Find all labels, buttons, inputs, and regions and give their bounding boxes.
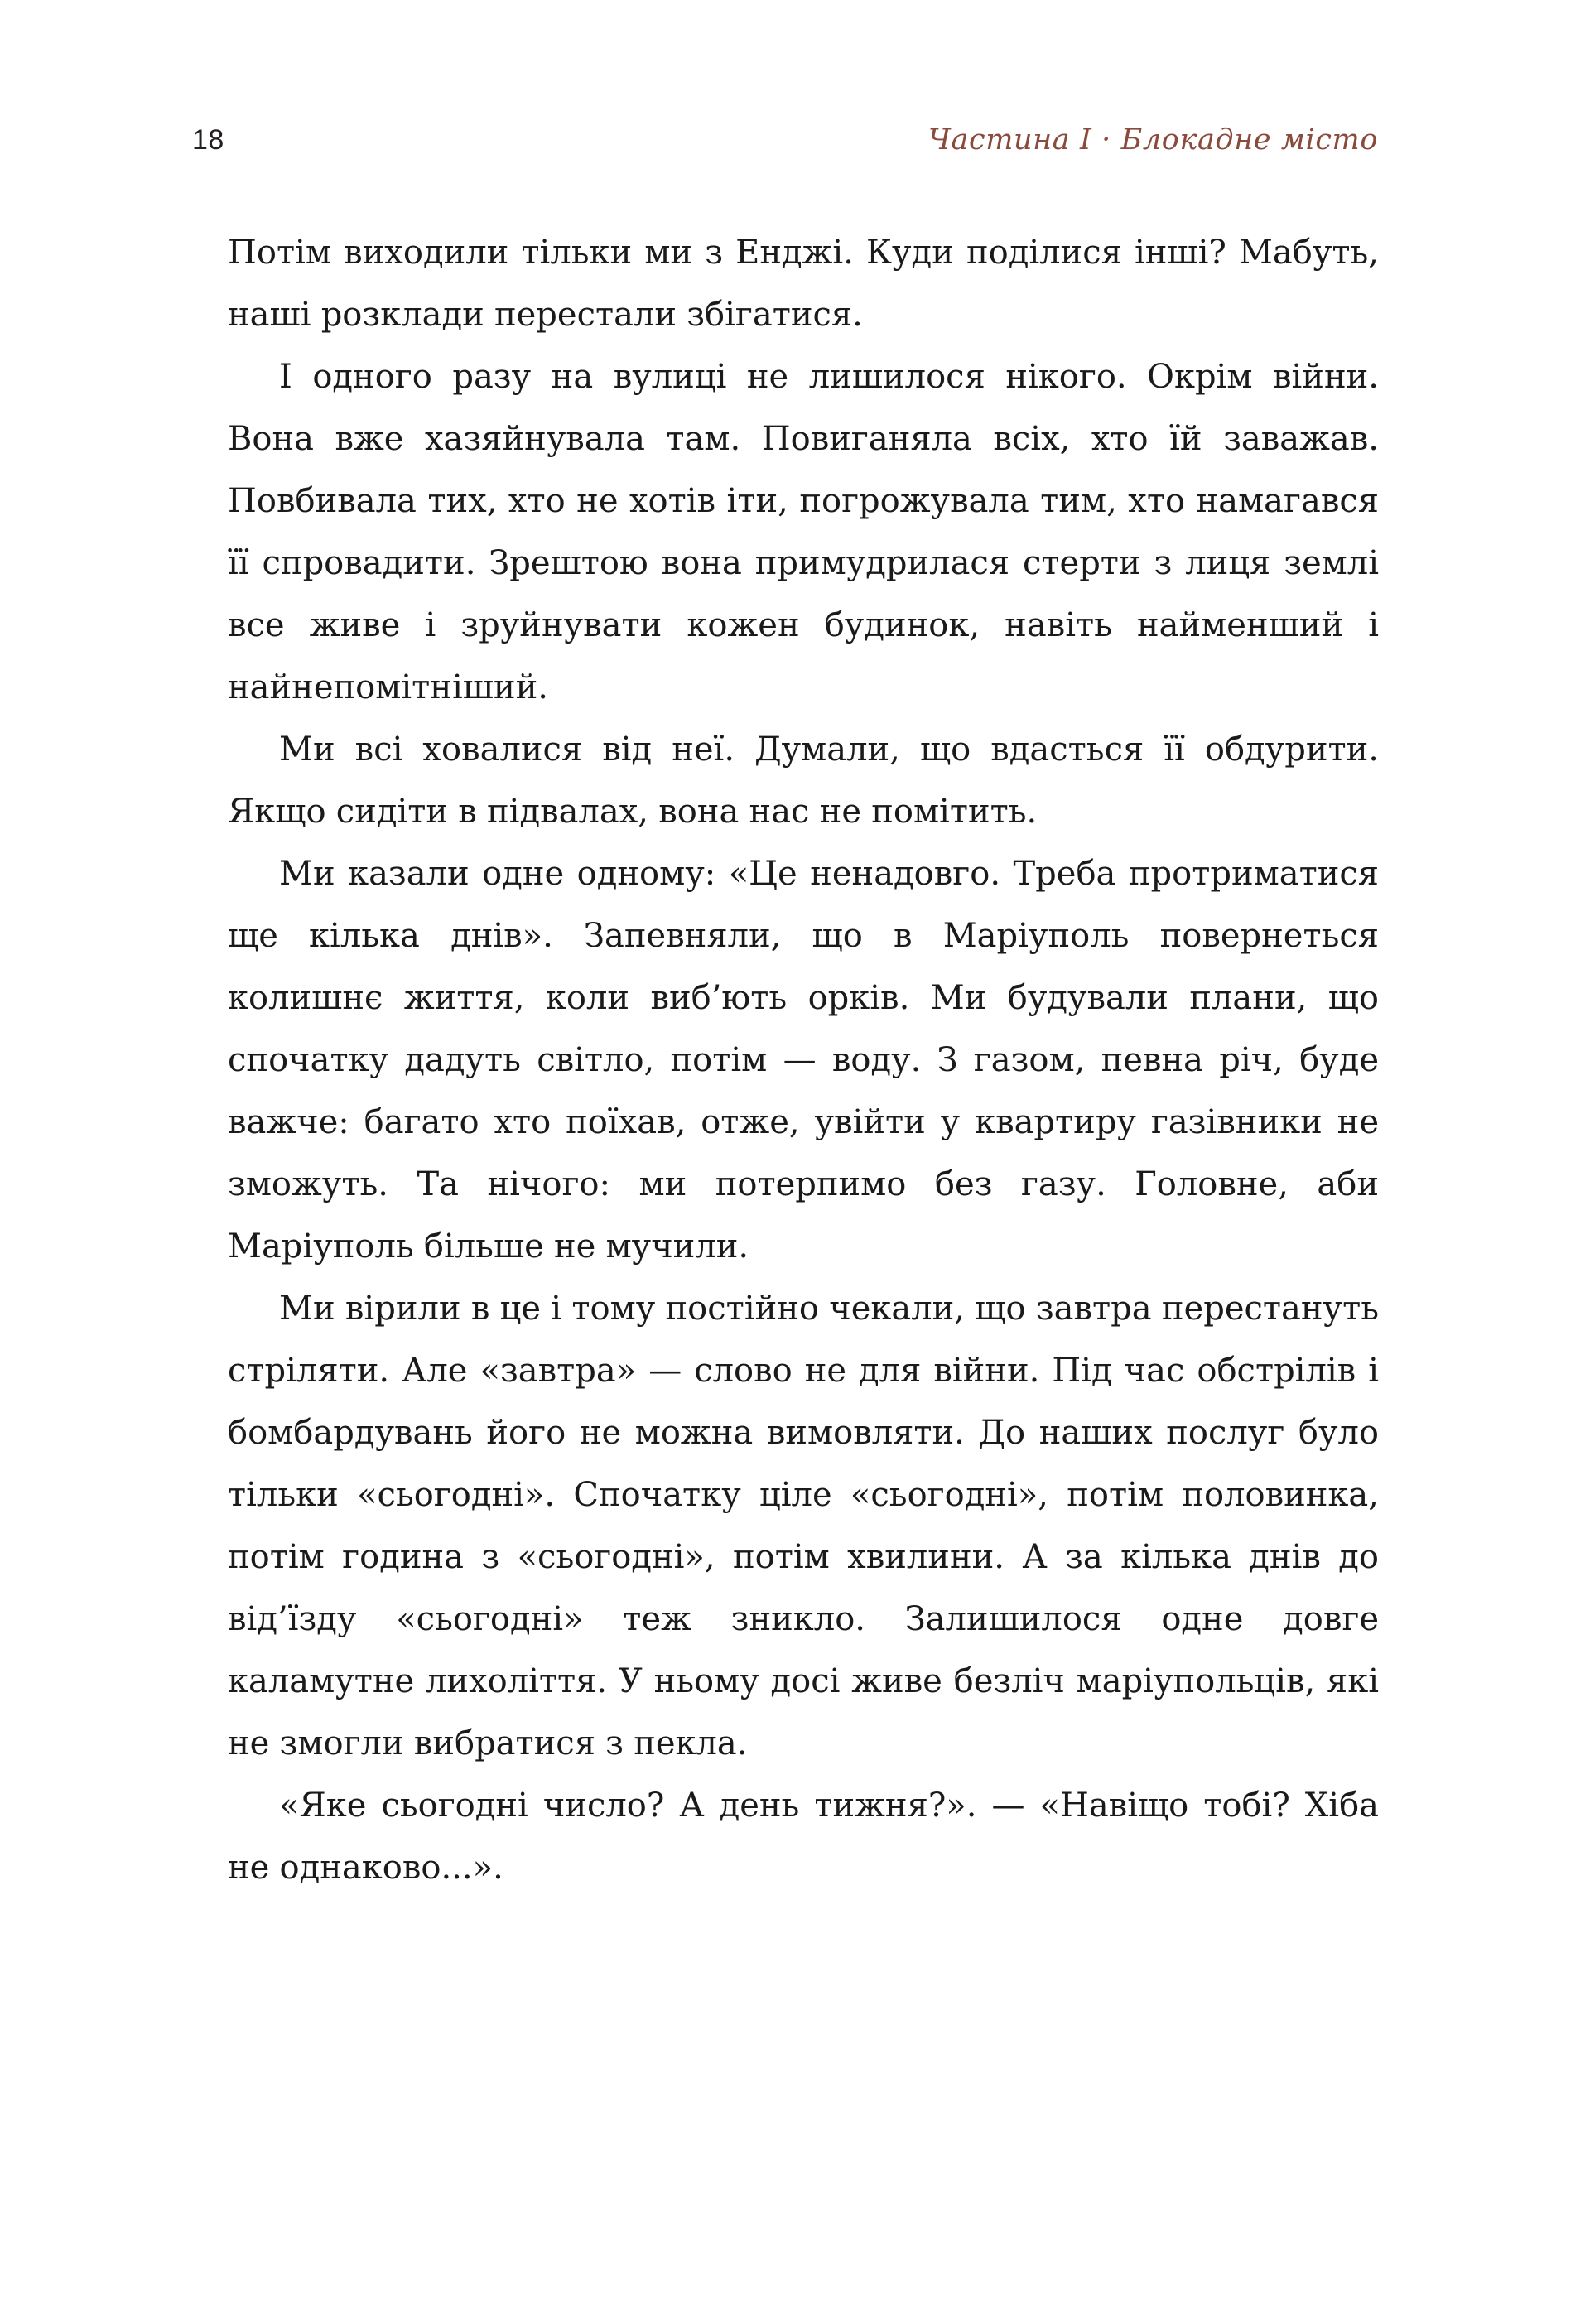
paragraph: Потім виходили тільки ми з Енджі. Куди поділися інші? Мабуть, наші розклади перестали збігатися.: [228, 234, 1379, 334]
paragraph: Ми казали одне одному: «Це ненадовго. Треба протриматися ще кілька днів». Запевняли, що в Маріуполь повернеться колишнє життя, коли виб’ють орків. Ми будували плани, що спочатку дадуть світло, потім — воду. З газом, певна річ, буде важче: багато хто поїхав, отже, увійти у квартиру газівники не зможуть. Та нічого: ми потерпимо без газу. Головне, аби Маріуполь більше не мучили.: [228, 855, 1379, 1266]
running-head: [192, 123, 1378, 176]
paragraph: Ми всі ховалися від неї. Думали, що вдасться її обдурити. Якщо сидіти в підвалах, вона нас не помітить.: [228, 730, 1379, 831]
paragraph: Ми вірили в це і тому постійно чекали, що завтра перестануть стріляти. Але «завтра» — слово не для війни. Під час обстрілів і бомбардувань його не можна вимовляти. До наших послуг було тільки «сьогодні». Спочатку ціле «сьогодні», потім половинка, потім година з «сьогодні», потім хвилини. А за кілька днів до від’їзду «сьогодні» теж зникло. Залишилося одне довге каламутне лихоліття. У ньому досі живе безліч маріупольців, які не змогли вибратися з пекла.: [228, 1290, 1379, 1762]
page-number: 18: [192, 124, 224, 156]
paragraph: «Яке сьогодні число? А день тижня?». — «Навіщо тобі? Хіба не однаково...».: [228, 1786, 1379, 1887]
paragraph: І одного разу на вулиці не лишилося нікого. Окрім війни. Вона вже хазяйнувала там. Повиганяла всіх, хто їй заважав. Повбивала тих, хто не хотів іти, погрожувала тим, хто намагався її спровадити. Зрештою вона примудрилася стерти з лиця землі все живе і зруйнувати кожен будинок, навіть найменший і найнепомітніший.: [228, 358, 1379, 706]
chapter-running-title: Частина I · Блокадне місто: [928, 123, 1378, 157]
body-text-block: [228, 222, 1379, 1899]
